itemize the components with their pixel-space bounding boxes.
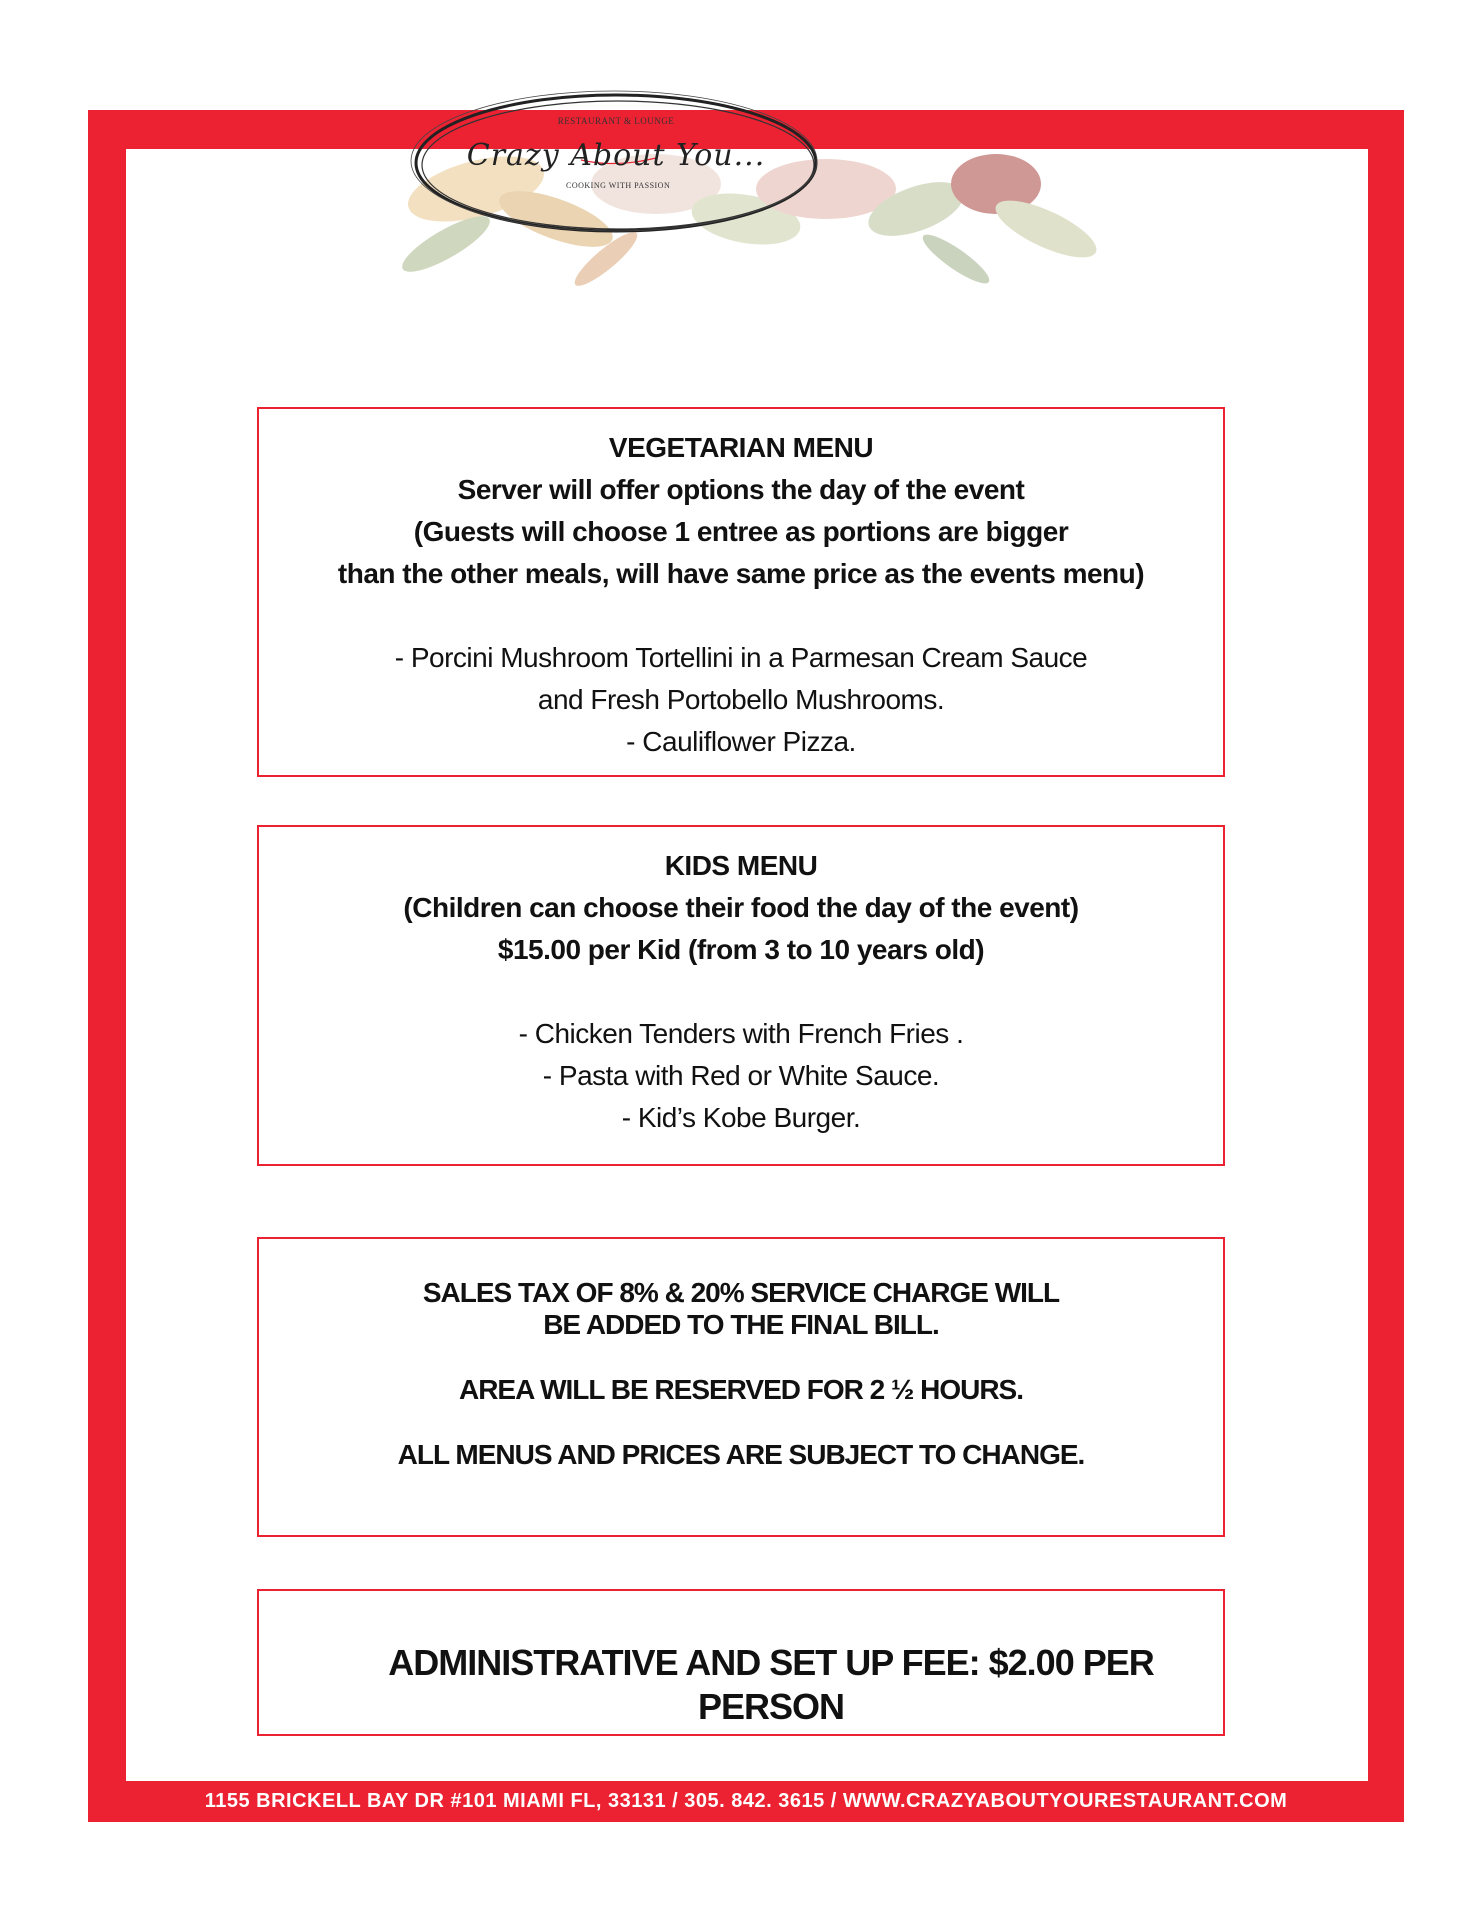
logo-top-text: RESTAURANT & LOUNGE xyxy=(557,116,675,126)
kids-item: - Pasta with Red or White Sauce. xyxy=(542,1060,940,1091)
vegetarian-item: - Cauliflower Pizza. xyxy=(626,726,856,757)
reservation-notice: AREA WILL BE RESERVED FOR 2 ½ HOURS. xyxy=(458,1374,1024,1405)
kids-title: KIDS MENU xyxy=(664,850,818,881)
fee-box xyxy=(257,1589,1225,1736)
logo-bottom-text: COOKING WITH PASSION xyxy=(566,181,671,190)
tax-notice-line1: SALES TAX OF 8% & 20% SERVICE CHARGE WILL xyxy=(422,1277,1060,1308)
kids-item: - Chicken Tenders with French Fries . xyxy=(518,1018,964,1049)
restaurant-logo xyxy=(406,88,826,248)
kids-price: $15.00 per Kid (from 3 to 10 years old) xyxy=(497,934,985,965)
vegetarian-subtitle: Server will offer options the day of the event xyxy=(457,474,1025,505)
vegetarian-item: - Porcini Mushroom Tortellini in a Parmesan Cream Sauce xyxy=(394,642,1088,673)
vegetarian-item: and Fresh Portobello Mushrooms. xyxy=(537,684,945,715)
logo-name: Crazy About You... xyxy=(466,138,766,173)
kids-menu-box xyxy=(257,825,1225,1166)
footer-contact: 1155 BRICKELL BAY DR #101 MIAMI FL, 33131 / 305. 842. 3615 / WWW.CRAZYABOUTYOURESTAURANT.COM xyxy=(204,1790,1288,1812)
vegetarian-note-line2: than the other meals, will have same price as the events menu) xyxy=(337,558,1145,589)
admin-fee-text: ADMINISTRATIVE AND SET UP FEE: $2.00 PER PERSON xyxy=(388,1642,1154,1727)
vegetarian-note-line1: (Guests will choose 1 entree as portions are bigger xyxy=(413,516,1069,547)
tax-notice-line2: BE ADDED TO THE FINAL BILL. xyxy=(543,1309,939,1340)
change-notice: ALL MENUS AND PRICES ARE SUBJECT TO CHANGE. xyxy=(397,1439,1085,1470)
vegetarian-title: VEGETARIAN MENU xyxy=(608,432,874,463)
policy-notes-box xyxy=(257,1237,1225,1537)
kids-item: - Kid’s Kobe Burger. xyxy=(621,1102,861,1133)
vegetarian-menu-box xyxy=(257,407,1225,777)
kids-subtitle: (Children can choose their food the day of the event) xyxy=(403,892,1079,923)
